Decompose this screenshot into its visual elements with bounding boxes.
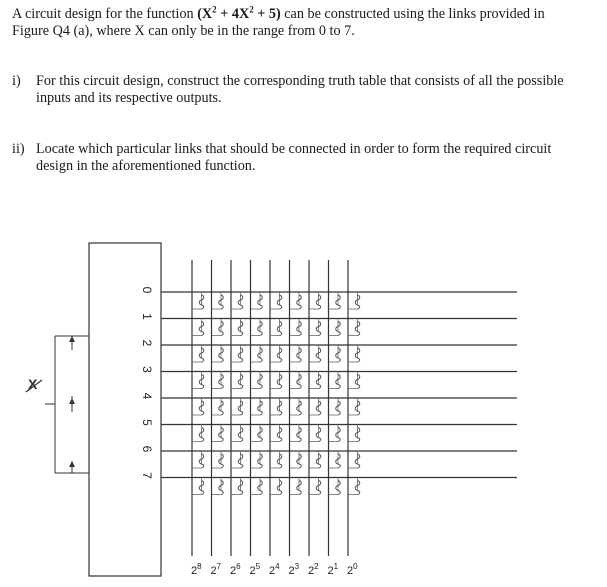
output-bit-label: $2^3$ xyxy=(288,562,300,577)
input-wires xyxy=(45,336,89,473)
output-bit-label: $2^5$ xyxy=(249,562,261,577)
question-2-line-2: design in the aforementioned function. xyxy=(36,158,256,174)
expr-exponent: 2 xyxy=(249,4,254,15)
decoder-output-label: 2 xyxy=(140,339,154,347)
output-bit-label: $2^6$ xyxy=(230,562,241,577)
question-2-number: ii) xyxy=(12,141,25,157)
question-1-number: i) xyxy=(12,73,21,89)
decoder-output-label: 4 xyxy=(140,392,154,400)
fuse-links xyxy=(192,292,360,495)
expr-exponent: 2 xyxy=(212,4,217,15)
output-bit-labels xyxy=(191,562,358,577)
input-x-label: X xyxy=(28,376,38,392)
decoder-output-label: 3 xyxy=(140,366,154,373)
expr-part: (X xyxy=(197,6,213,22)
question-1-line-2: inputs and its respective outputs. xyxy=(36,90,222,106)
statement-text: A circuit design for the function xyxy=(12,6,198,22)
output-bit-label: $2^2$ xyxy=(308,562,319,577)
decoder-output-label: 6 xyxy=(140,445,154,453)
decoder-output-label: 0 xyxy=(140,286,154,294)
output-bit-label: $2^0$ xyxy=(347,562,358,577)
output-bit-label: $2^4$ xyxy=(269,562,280,577)
statement-text: can be constructed using the links provided in xyxy=(280,6,545,22)
input-arrows xyxy=(69,336,75,467)
question-2-line-1: Locate which particular links that should be connected in order to form the required circuit xyxy=(36,141,552,157)
problem-statement-line-2: Figure Q4 (a), where X can only be in the range from 0 to 7. xyxy=(12,23,355,39)
output-bit-label: $2^8$ xyxy=(191,562,202,577)
question-1-line-1: For this circuit design, construct the corresponding truth table that consists of all the possible xyxy=(36,73,564,89)
output-bit-label: $2^1$ xyxy=(327,562,339,577)
decoder-output-label: 1 xyxy=(140,313,154,320)
expr-part: + 5) xyxy=(253,6,281,22)
decoder-output-label: 7 xyxy=(140,472,154,479)
output-bit-label: $2^7$ xyxy=(210,562,222,577)
output-bit-columns xyxy=(192,260,348,556)
decoder-output-label: 5 xyxy=(140,419,154,426)
expr-part: + 4X xyxy=(216,6,250,22)
